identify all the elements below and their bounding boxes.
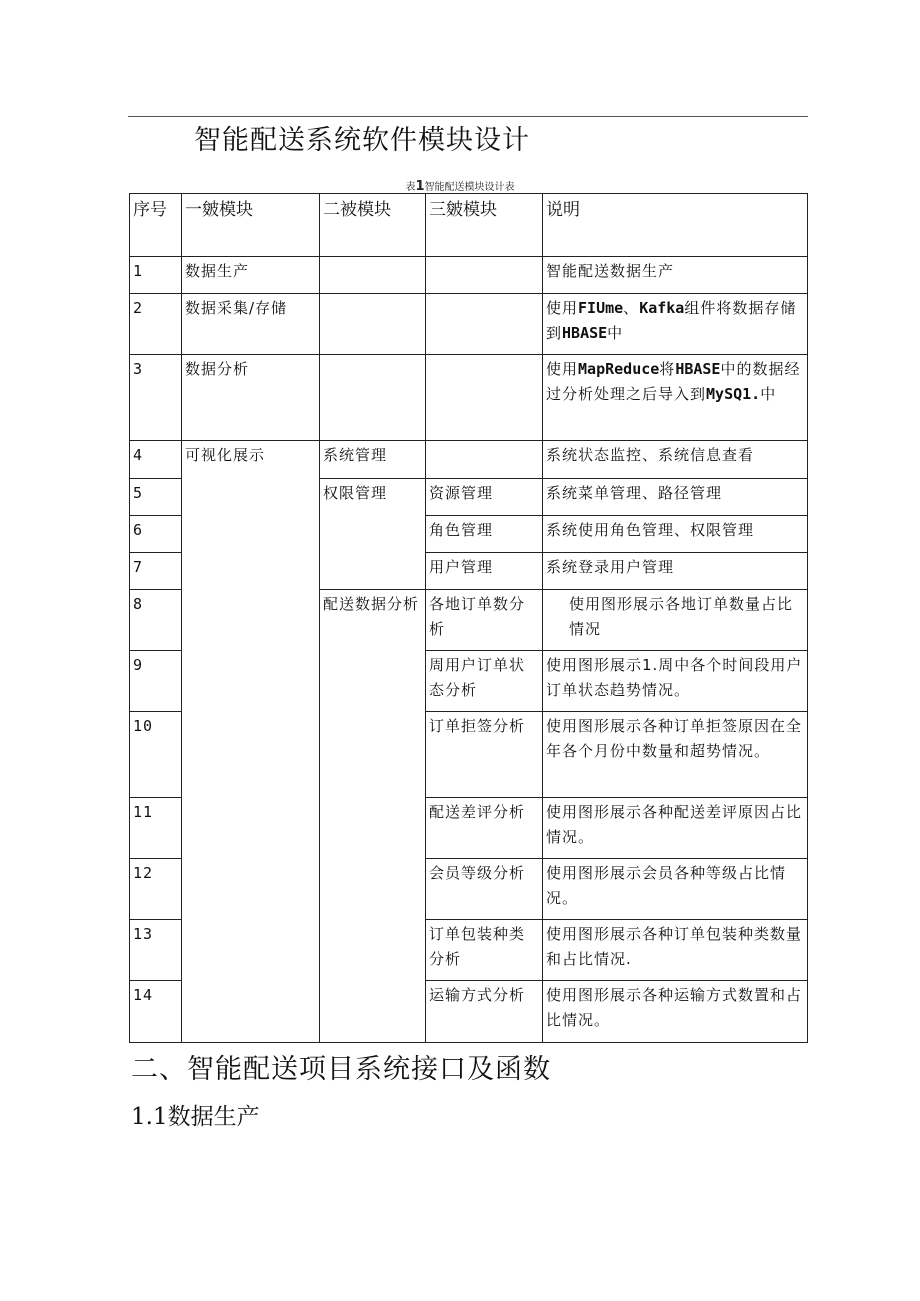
row-level1: 数据生产 <box>182 257 320 294</box>
desc-text: 组件将数据存储到 <box>546 299 797 342</box>
header-level1: 一皴模块 <box>182 194 320 257</box>
desc-term: MapReduce <box>578 360 660 378</box>
row-level3: 用户管理 <box>426 553 543 590</box>
caption-text: 智能配送模块设计表 <box>424 182 515 193</box>
row-description: 使用图形展示各地订单数量占比情况 <box>543 590 808 651</box>
row-level3: 配送差评分析 <box>426 798 543 859</box>
header-level2: 二被模块 <box>320 194 426 257</box>
row-level1: 数据采集/存储 <box>182 294 320 355</box>
row-seq: 12 <box>130 859 182 920</box>
row-seq: 5 <box>130 479 182 516</box>
row-level3 <box>426 441 543 479</box>
table-caption <box>0 178 920 194</box>
table-row <box>130 355 808 441</box>
row-level1: 可视化展示 <box>182 441 320 1043</box>
row-level3: 运输方式分析 <box>426 981 543 1043</box>
table-row <box>130 441 808 479</box>
row-seq: 7 <box>130 553 182 590</box>
header-seq: 序号 <box>130 194 182 257</box>
row-level2: 配送数据分析 <box>320 590 426 1043</box>
row-level1: 数据分析 <box>182 355 320 441</box>
desc-term: Kafka <box>639 299 685 317</box>
row-level3 <box>426 257 543 294</box>
row-level2 <box>320 294 426 355</box>
row-description <box>543 294 808 355</box>
row-description: 使用图形展示各种订单拒签原因在全年各个月份中数量和超势情况。 <box>543 712 808 798</box>
row-seq: 6 <box>130 516 182 553</box>
row-level2: 系统管理 <box>320 441 426 479</box>
desc-text: 中的数据经过分析处理之后导入到 <box>546 360 801 403</box>
row-level3: 资源管理 <box>426 479 543 516</box>
desc-text: 、 <box>623 299 640 317</box>
row-level3: 订单拒签分析 <box>426 712 543 798</box>
subsection-heading: 1.1数据生产 <box>131 1104 260 1130</box>
row-description: 使用图形展示1.周中各个时间段用户订单状态趋势情况。 <box>543 651 808 712</box>
row-level3: 会员等级分析 <box>426 859 543 920</box>
row-seq: 13 <box>130 920 182 981</box>
header-level3: 三皴模块 <box>426 194 543 257</box>
row-description: 智能配送数据生产 <box>543 257 808 294</box>
row-level3: 各地订单数分析 <box>426 590 543 651</box>
module-design-table <box>129 193 808 1043</box>
row-level3: 周用户订单状态分析 <box>426 651 543 712</box>
row-description: 系统使用角色管理、权限管理 <box>543 516 808 553</box>
row-description <box>543 355 808 441</box>
row-level3: 角色管理 <box>426 516 543 553</box>
row-description: 系统菜单管理、路径管理 <box>543 479 808 516</box>
row-level2 <box>320 355 426 441</box>
caption-prefix: 表 <box>405 182 416 193</box>
row-seq: 1 <box>130 257 182 294</box>
desc-text: 使用 <box>546 360 579 378</box>
document-title: 智能配送系统软件模块设计 <box>194 125 530 156</box>
header-description: 说明 <box>543 194 808 257</box>
row-description: 使用图形展示会员各种等级占比情况。 <box>543 859 808 920</box>
row-description: 系统状态监控、系统信息查看 <box>543 441 808 479</box>
row-seq: 14 <box>130 981 182 1043</box>
desc-text: 使用 <box>546 299 579 317</box>
row-description: 系统登录用户管理 <box>543 553 808 590</box>
row-description: 使用图形展示各种配送差评原因占比情况。 <box>543 798 808 859</box>
desc-term: FIUme <box>578 299 624 317</box>
row-seq: 8 <box>130 590 182 651</box>
caption-number: 1 <box>415 179 425 194</box>
row-seq: 10 <box>130 712 182 798</box>
section-heading: 二、智能配送项目系统接口及函数 <box>131 1054 551 1085</box>
row-level3 <box>426 355 543 441</box>
desc-text: 中 <box>607 324 624 342</box>
row-description: 使用图形展示各种运输方式数置和占比情况。 <box>543 981 808 1043</box>
row-description: 使用图形展示各种订单包装种类数量和占比情况. <box>543 920 808 981</box>
row-level3: 订单包装种类分析 <box>426 920 543 981</box>
row-level2: 权限管理 <box>320 479 426 590</box>
row-level2 <box>320 257 426 294</box>
row-seq: 4 <box>130 441 182 479</box>
row-seq: 9 <box>130 651 182 712</box>
table-header-row <box>130 194 808 257</box>
desc-term: HBASE <box>562 324 608 342</box>
desc-term: HBASE <box>675 360 721 378</box>
desc-term: MySQ1. <box>706 385 761 403</box>
desc-text: 中 <box>760 385 777 403</box>
table-row <box>130 294 808 355</box>
row-seq: 11 <box>130 798 182 859</box>
table-row <box>130 257 808 294</box>
desc-text: 将 <box>659 360 676 378</box>
row-seq: 3 <box>130 355 182 441</box>
row-level3 <box>426 294 543 355</box>
row-seq: 2 <box>130 294 182 355</box>
top-rule <box>128 116 808 117</box>
